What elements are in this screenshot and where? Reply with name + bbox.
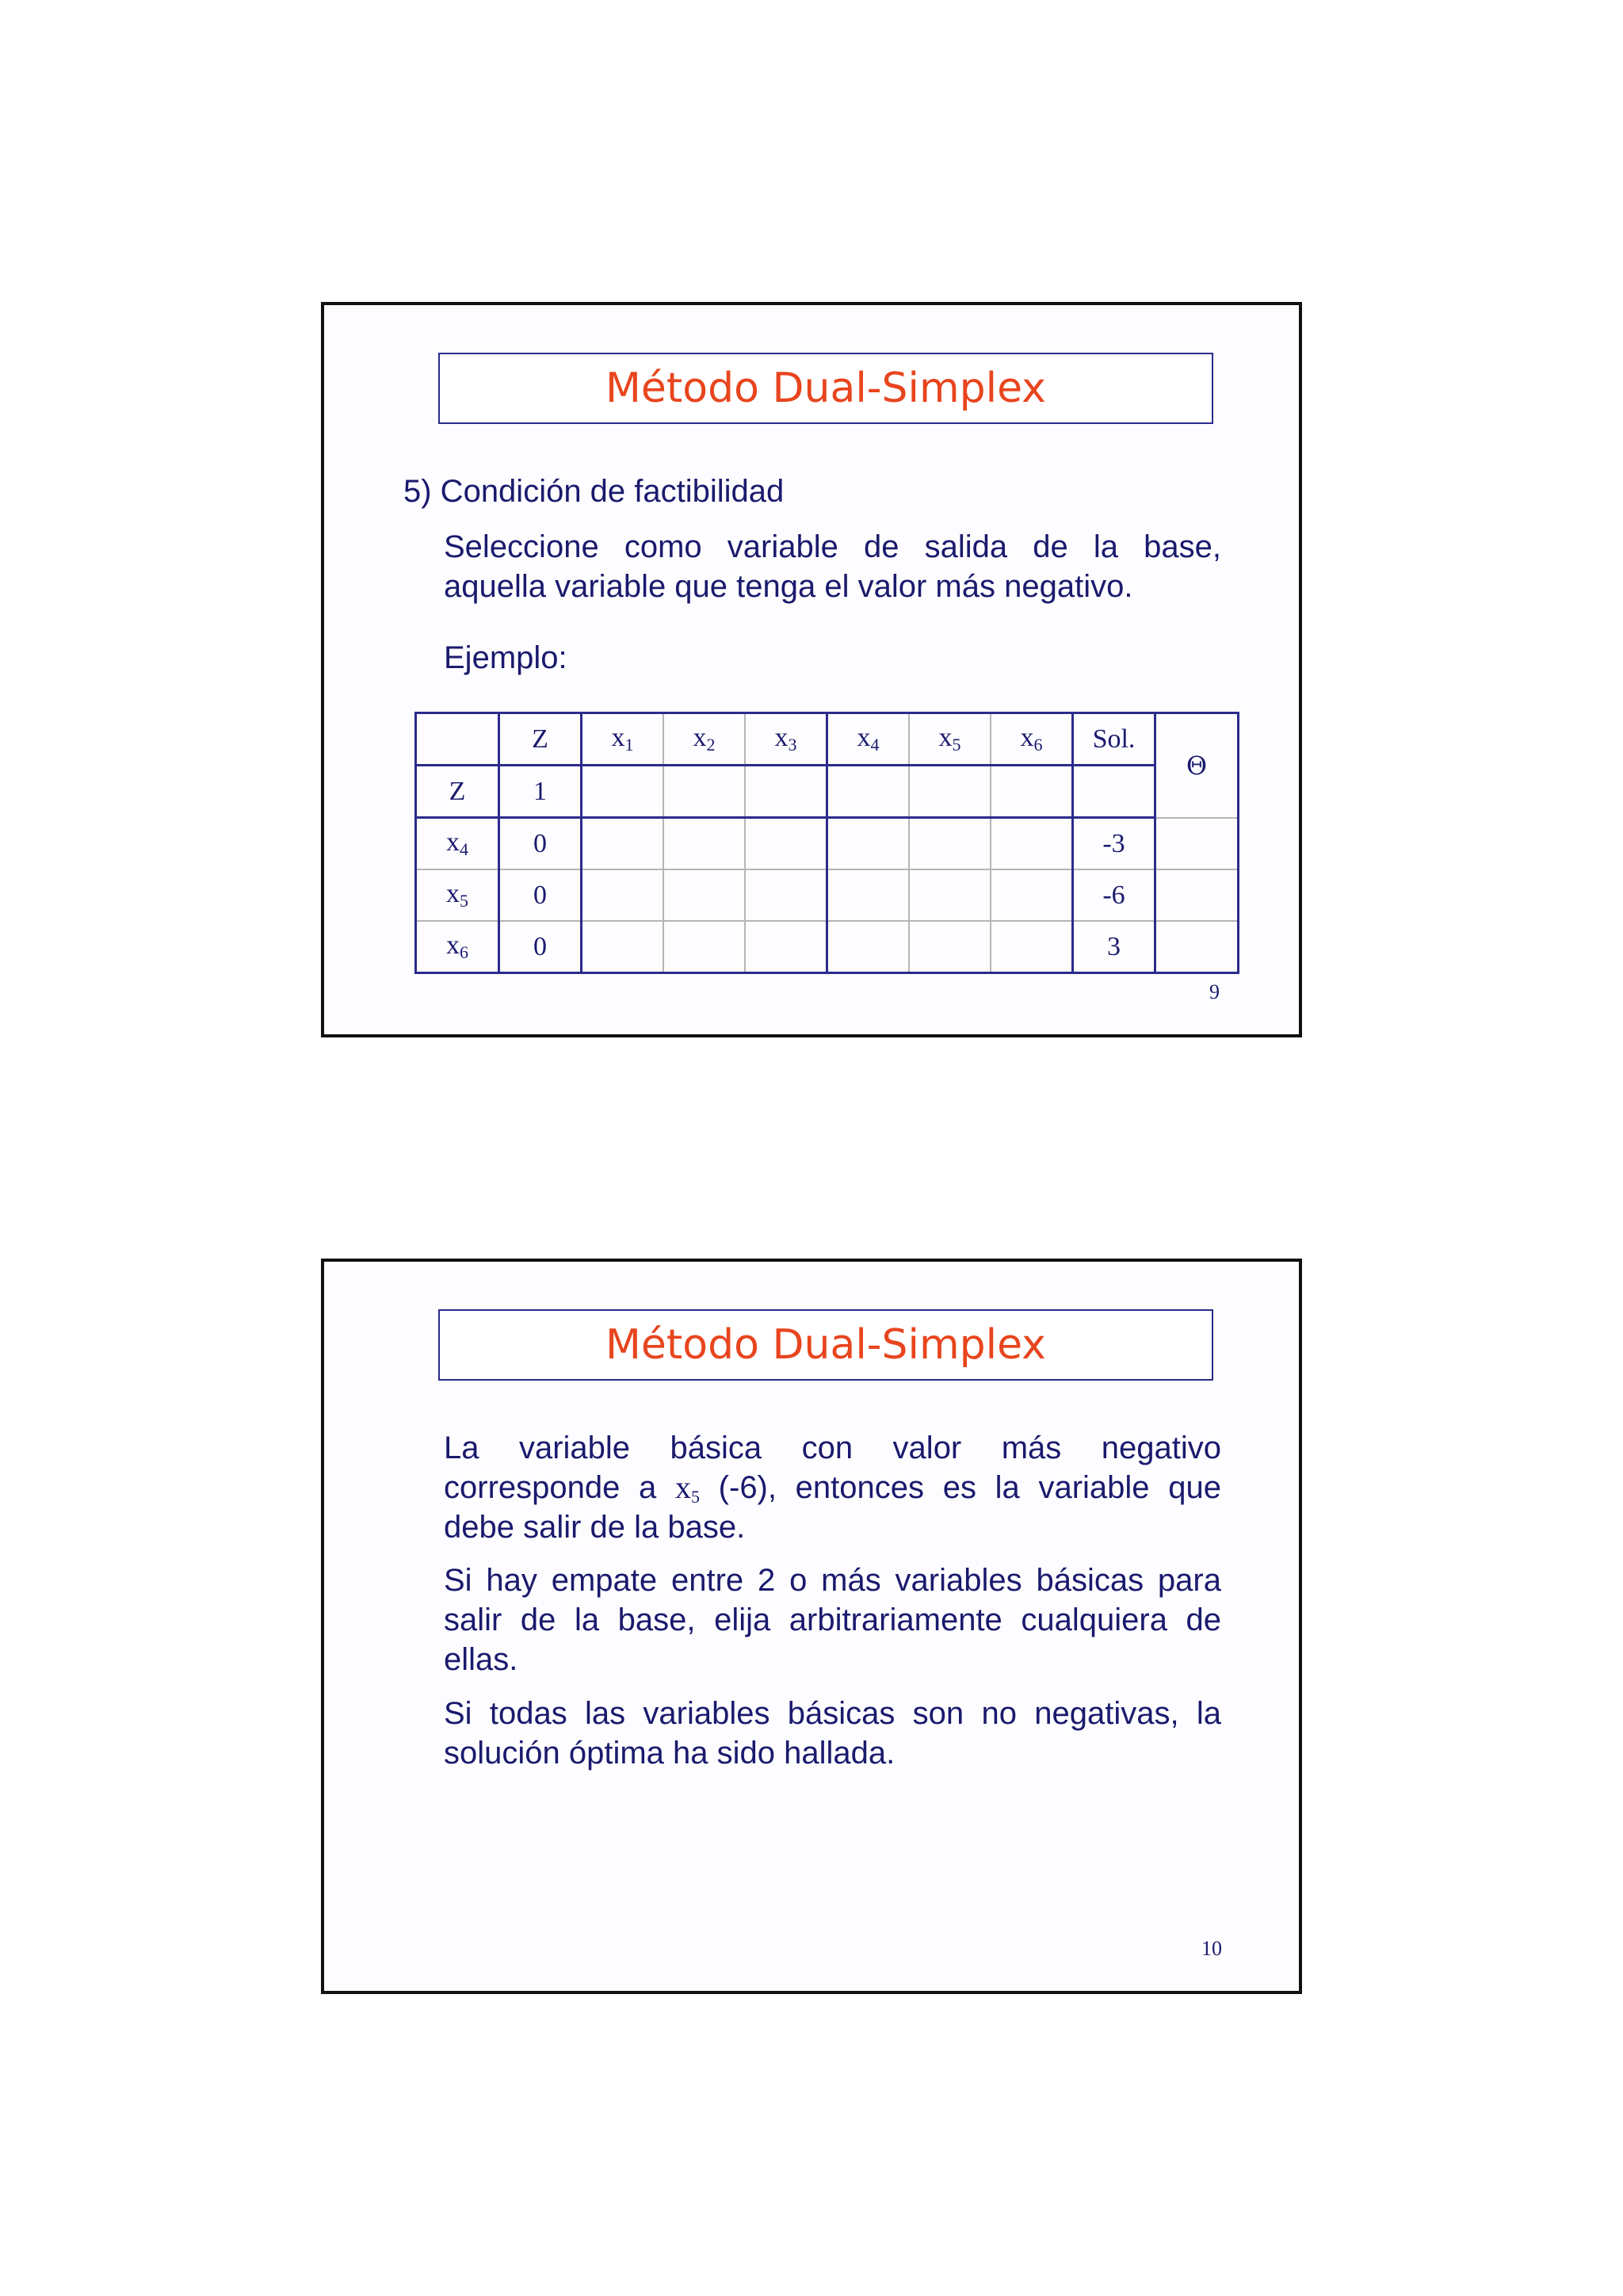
slide-title: Método Dual-Simplex bbox=[605, 1321, 1046, 1369]
paragraph-2-line-2: salir de la base, elija arbitrariamente cualquiera de bbox=[444, 1603, 1221, 1637]
row-label: Z bbox=[416, 766, 499, 818]
table-cell bbox=[582, 766, 664, 818]
table-cell bbox=[909, 818, 991, 870]
row-theta-value bbox=[1155, 921, 1239, 973]
row-label: $x_4$ bbox=[416, 818, 499, 870]
var-subscript: 4 bbox=[870, 735, 880, 755]
var-subscript: 6 bbox=[1033, 735, 1043, 755]
table-cell bbox=[827, 818, 910, 870]
row-theta-value bbox=[1155, 818, 1239, 870]
var-name: x bbox=[857, 723, 871, 752]
table-cell bbox=[745, 818, 827, 870]
row-theta-value bbox=[1155, 869, 1239, 921]
row-label: $x_5$ bbox=[416, 869, 499, 921]
table-cell bbox=[582, 869, 664, 921]
row-z-value: 0 bbox=[499, 921, 582, 973]
table-cell bbox=[745, 869, 827, 921]
table-header-row bbox=[416, 713, 1239, 766]
var-name: x bbox=[693, 723, 707, 752]
theta-header-cell: Θ bbox=[1155, 713, 1239, 818]
table-row bbox=[416, 766, 1239, 818]
table-cell bbox=[909, 921, 991, 973]
section-heading: 5) Condición de factibilidad bbox=[403, 474, 785, 509]
var-subscript: 3 bbox=[788, 735, 797, 755]
slide-10 bbox=[321, 1259, 1302, 1994]
slide-title-box bbox=[438, 1309, 1213, 1381]
table-cell bbox=[827, 766, 910, 818]
table-cell bbox=[663, 921, 745, 973]
table-cell bbox=[582, 921, 664, 973]
inline-variable: $x_5$ bbox=[674, 1469, 700, 1507]
text-fragment: (-6), entonces es la variable que bbox=[718, 1470, 1221, 1505]
row-label: $x_6$ bbox=[416, 921, 499, 973]
table-cell bbox=[909, 766, 991, 818]
table-cell bbox=[745, 766, 827, 818]
table-header-cell: Sol. bbox=[1073, 713, 1155, 766]
paragraph-2-line-1: Si hay empate entre 2 o más variables básicas para bbox=[444, 1563, 1221, 1598]
text-fragment: corresponde a bbox=[444, 1470, 657, 1505]
var-name: x bbox=[774, 723, 789, 752]
table-row bbox=[416, 869, 1239, 921]
table-cell bbox=[827, 921, 910, 973]
table-cell bbox=[663, 766, 745, 818]
row-z-value: 0 bbox=[499, 818, 582, 870]
table-header-cell bbox=[416, 713, 499, 766]
slide-9 bbox=[321, 302, 1302, 1037]
var-name: x bbox=[938, 723, 953, 752]
table-header-cell bbox=[991, 713, 1073, 766]
var-subscript: 2 bbox=[706, 735, 716, 755]
row-sol-value: 3 bbox=[1073, 921, 1155, 973]
slide-title: Método Dual-Simplex bbox=[605, 365, 1046, 412]
table-cell bbox=[663, 818, 745, 870]
table-row bbox=[416, 921, 1239, 973]
table-header-cell: Z bbox=[499, 713, 582, 766]
var-subscript: 5 bbox=[952, 735, 961, 755]
paragraph-1-line-1: La variable básica con valor más negativo bbox=[444, 1431, 1221, 1465]
table-cell bbox=[991, 869, 1073, 921]
paragraph-2-line-3: ellas. bbox=[444, 1642, 518, 1677]
row-sol-value bbox=[1073, 766, 1155, 818]
table-cell bbox=[663, 869, 745, 921]
table-cell bbox=[991, 818, 1073, 870]
table-cell bbox=[827, 869, 910, 921]
paragraph-3-line-1: Si todas las variables básicas son no negativas, la bbox=[444, 1696, 1221, 1731]
table-header-cell bbox=[827, 713, 910, 766]
paragraph-3-line-2: solución óptima ha sido hallada. bbox=[444, 1736, 896, 1771]
paragraph-1-line-3: debe salir de la base. bbox=[444, 1510, 746, 1545]
page-number: 9 bbox=[1209, 980, 1220, 1003]
page-number: 10 bbox=[1201, 1937, 1222, 1960]
table-header-cell bbox=[909, 713, 991, 766]
paragraph-line-1: Seleccione como variable de salida de la base, bbox=[444, 529, 1221, 564]
row-sol-value: -3 bbox=[1073, 818, 1155, 870]
var-name: x bbox=[611, 723, 625, 752]
table-header-cell bbox=[663, 713, 745, 766]
table-cell bbox=[991, 921, 1073, 973]
table-cell bbox=[991, 766, 1073, 818]
var-name: x bbox=[1020, 723, 1034, 752]
table-row bbox=[416, 818, 1239, 870]
simplex-table bbox=[414, 712, 1239, 974]
row-sol-value: -6 bbox=[1073, 869, 1155, 921]
var-subscript: 1 bbox=[624, 735, 634, 755]
table-header-cell bbox=[582, 713, 664, 766]
row-z-value: 0 bbox=[499, 869, 582, 921]
example-label: Ejemplo: bbox=[444, 640, 567, 675]
table-header-cell bbox=[745, 713, 827, 766]
paragraph-line-2: aquella variable que tenga el valor más negativo. bbox=[444, 569, 1133, 604]
table-cell bbox=[582, 818, 664, 870]
table-cell bbox=[745, 921, 827, 973]
row-z-value: 1 bbox=[499, 766, 582, 818]
table-cell bbox=[909, 869, 991, 921]
slide-title-box bbox=[438, 353, 1213, 424]
